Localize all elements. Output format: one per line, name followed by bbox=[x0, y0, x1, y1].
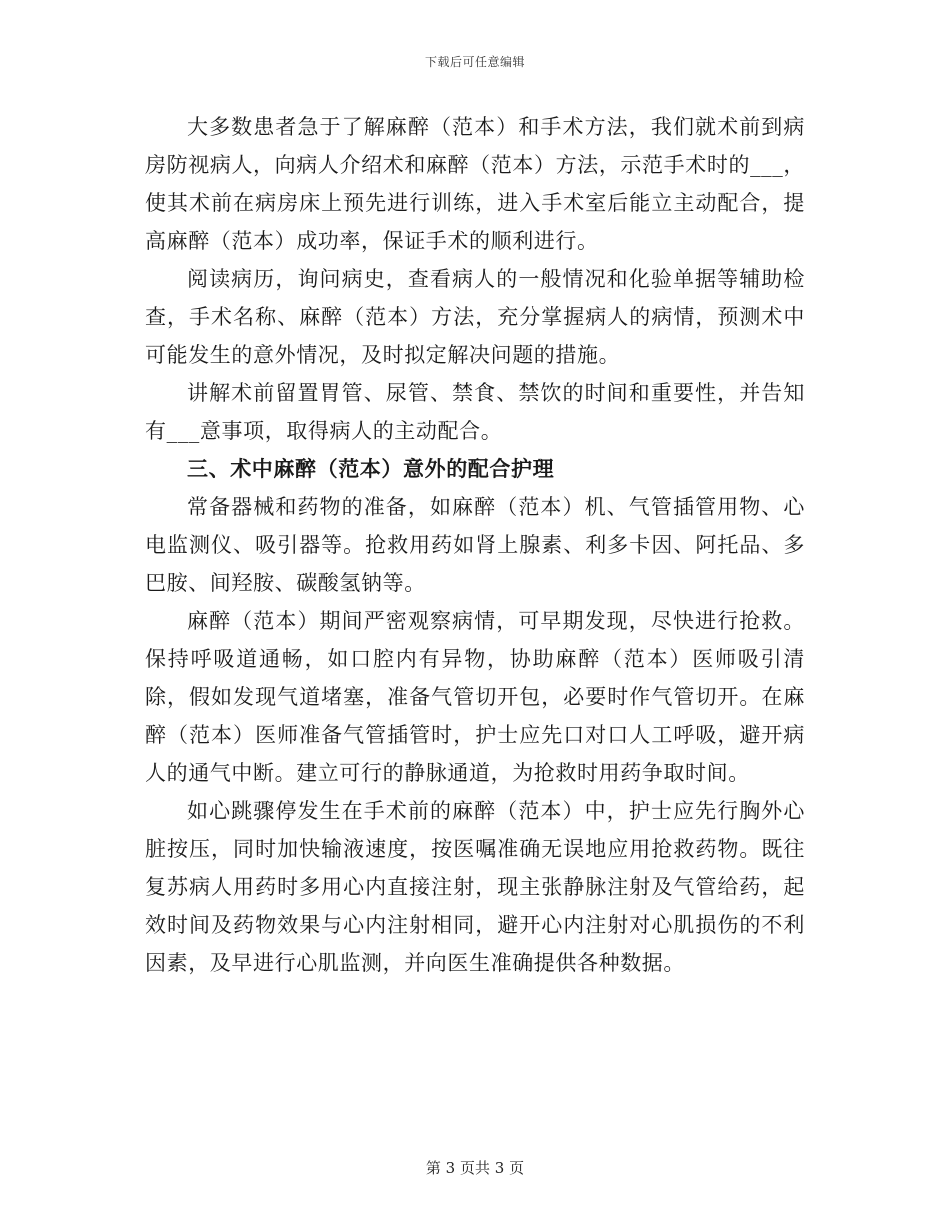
paragraph-preop-explanation: 大多数患者急于了解麻醉（范本）和手术方法，我们就术前到病房防视病人，向病人介绍术和麻醉（范本）方法，示范手术时的___，使其术前在病房床上预先进行训练，进入手术室后能立主动配合，提高麻醉（范本）成功率，保证手术的顺利进行。 bbox=[145, 115, 805, 253]
section-heading: 三、术中麻醉（范本）意外的配合护理 bbox=[187, 457, 555, 481]
page-header: 下载后可任意编辑 bbox=[424, 55, 525, 69]
paragraph-medical-history: 阅读病历，询问病史，查看病人的一般情况和化验单据等辅助检查，手术名称、麻醉（范本）方法，充分掌握病人的病情，预测术中可能发生的意外情况，及时拟定解决问题的措施。 bbox=[145, 267, 805, 367]
paragraph-observation: 麻醉（范本）期间严密观察病情，可早期发现，尽快进行抢救。保持呼吸道通畅，如口腔内有异物，协助麻醉（范本）医师吸引清除，假如发现气道堵塞，准备气管切开包，必要时作气管切开。在麻醉（范本）医师准备气管插管时，护士应先口对口人工呼吸，避开病人的通气中断。建立可行的静脉通道，为抢救时用药争取时间。 bbox=[145, 609, 805, 785]
paragraph-cardiac-arrest: 如心跳骤停发生在手术前的麻醉（范本）中，护士应先行胸外心脏按压，同时加快输液速度，按医嘱准确无误地应用抢救药物。既往复苏病人用药时多用心内直接注射，现主张静脉注射及气管给药，起效时间及药物效果与心内注射相同，避开心内注射对心肌损伤的不利因素，及早进行心肌监测，并向医生准确提供各种数据。 bbox=[145, 799, 805, 975]
paragraph-equipment-preparation: 常备器械和药物的准备，如麻醉（范本）机、气管插管用物、心电监测仪、吸引器等。抢救用药如肾上腺素、利多卡因、阿托品、多巴胺、间羟胺、碳酸氢钠等。 bbox=[145, 495, 805, 595]
document-body bbox=[145, 108, 805, 982]
paragraph-preop-instructions: 讲解术前留置胃管、尿管、禁食、禁饮的时间和重要性，并告知有___意事项，取得病人的主动配合。 bbox=[145, 381, 805, 443]
page-footer: 第 3 页共 3 页 bbox=[425, 1159, 525, 1177]
